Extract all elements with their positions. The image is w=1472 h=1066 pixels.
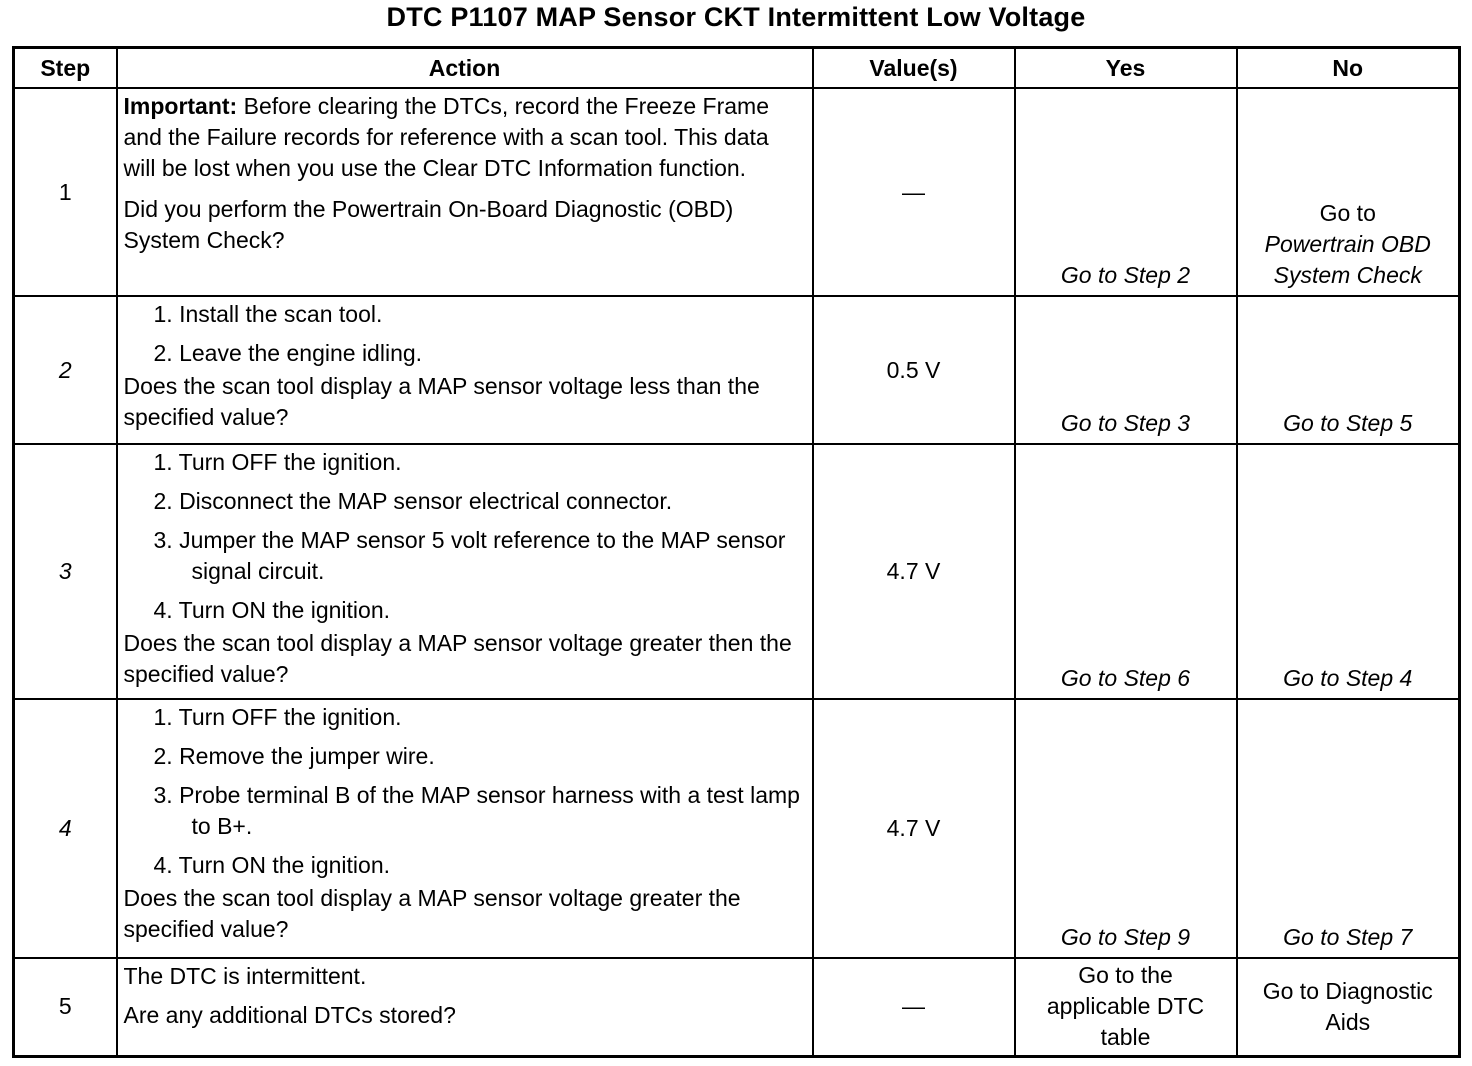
action-list (124, 702, 806, 881)
header-yes: Yes (1015, 48, 1237, 89)
question-text: Does the scan tool display a MAP sensor voltage greater the specified value? (123, 885, 741, 942)
step-number: 5 (14, 958, 117, 1056)
step-number: 3 (14, 444, 117, 699)
list-item: 3. Jumper the MAP sensor 5 volt reference to the MAP sensor signal circuit. (153, 527, 786, 584)
no-link[interactable]: Go to Step 5 (1237, 296, 1460, 444)
no-cell (1237, 88, 1460, 296)
value-cell: 4.7 V (813, 699, 1015, 958)
action-list (124, 299, 806, 369)
list-item: 2. Remove the jumper wire. (153, 743, 435, 769)
no-link[interactable]: Go to Step 7 (1237, 699, 1460, 958)
list-item: 2. Disconnect the MAP sensor electrical connector. (153, 488, 673, 514)
action-cell (117, 88, 813, 296)
yes-link[interactable]: Go to Step 3 (1015, 296, 1237, 444)
question-text: Are any additional DTCs stored? (123, 1002, 456, 1028)
value-cell: — (813, 88, 1015, 296)
no-link[interactable]: Go to Step 4 (1237, 444, 1460, 699)
value-cell: — (813, 958, 1015, 1056)
table-row (14, 699, 1460, 958)
yes-link[interactable]: Go to the applicable DTC table (1015, 958, 1237, 1056)
important-label: Important: (123, 93, 238, 119)
action-cell (117, 958, 813, 1056)
list-item: 1. Turn OFF the ignition. (153, 449, 402, 475)
yes-link[interactable]: Go to Step 6 (1015, 444, 1237, 699)
list-item: 4. Turn ON the ignition. (153, 852, 391, 878)
header-no: No (1237, 48, 1460, 89)
list-item: 4. Turn ON the ignition. (153, 597, 391, 623)
step-number: 1 (14, 88, 117, 296)
yes-link[interactable]: Go to Step 2 (1015, 88, 1237, 296)
header-row (14, 48, 1460, 89)
step-number: 2 (14, 296, 117, 444)
value-cell: 0.5 V (813, 296, 1015, 444)
diagnostic-table (12, 46, 1461, 1058)
table-row (14, 88, 1460, 296)
action-cell (117, 444, 813, 699)
header-action: Action (117, 48, 813, 89)
table-row (14, 296, 1460, 444)
action-list (124, 447, 806, 626)
action-text: The DTC is intermittent. (123, 963, 367, 989)
step-number: 4 (14, 699, 117, 958)
action-cell (117, 296, 813, 444)
list-item: 3. Probe terminal B of the MAP sensor harness with a test lamp to B+. (153, 782, 800, 839)
question-text: Does the scan tool display a MAP sensor voltage greater then the specified value? (123, 630, 792, 687)
list-item: 2. Leave the engine idling. (153, 340, 423, 366)
no-link[interactable]: Go to Diagnostic Aids (1237, 958, 1460, 1056)
important-text: Before clearing the DTCs, record the Freeze Frame and the Failure records for reference with a scan tool. This data will be lost when you use the Clear DTC Information function. (123, 93, 769, 181)
list-item: 1. Install the scan tool. (153, 301, 383, 327)
important-note (124, 91, 806, 184)
question-text: Does the scan tool display a MAP sensor voltage less than the specified value? (123, 373, 760, 430)
table-row (14, 444, 1460, 699)
header-step: Step (14, 48, 117, 89)
question-text: Did you perform the Powertrain On-Board Diagnostic (OBD) System Check? (123, 196, 734, 253)
page-title: DTC P1107 MAP Sensor CKT Intermittent Low Voltage (386, 2, 1086, 32)
value-cell: 4.7 V (813, 444, 1015, 699)
action-cell (117, 699, 813, 958)
list-item: 1. Turn OFF the ignition. (153, 704, 402, 730)
no-prefix: Go to (1319, 200, 1376, 226)
no-link[interactable]: Powertrain OBD System Check (1264, 231, 1431, 288)
header-values: Value(s) (813, 48, 1015, 89)
yes-link[interactable]: Go to Step 9 (1015, 699, 1237, 958)
table-row (14, 958, 1460, 1056)
